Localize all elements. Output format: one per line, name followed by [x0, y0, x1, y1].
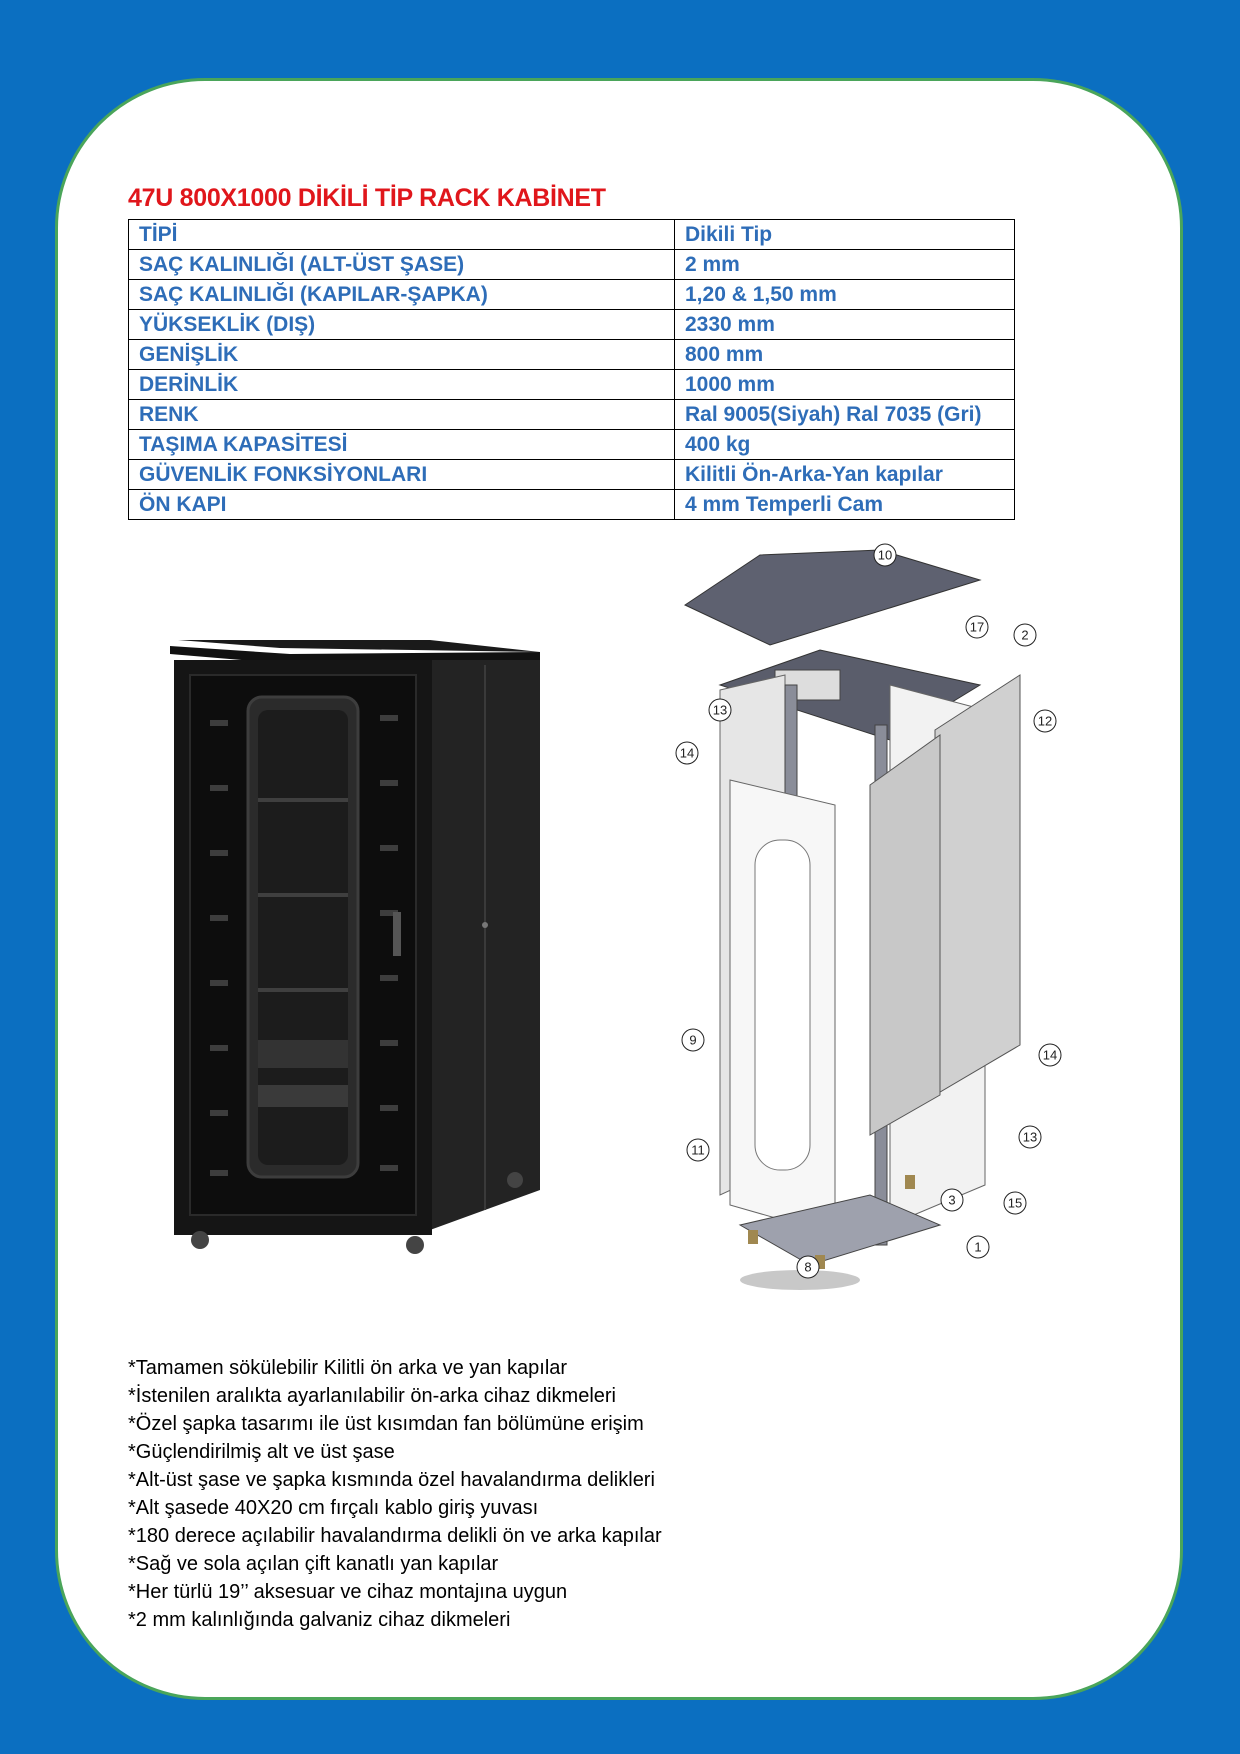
feature-list	[128, 1354, 662, 1634]
spec-label: RENK	[129, 400, 675, 430]
spec-table	[128, 219, 1015, 520]
feature-item: *Özel şapka tasarımı ile üst kısımdan fan bölümüne erişim	[128, 1413, 644, 1435]
feature-item: *Tamamen sökülebilir Kilitli ön arka ve yan kapılar	[128, 1357, 568, 1379]
spec-row	[129, 370, 1015, 400]
spec-label: SAÇ KALINLIĞI (ALT-ÜST ŞASE)	[129, 250, 675, 280]
callout-number: 14	[679, 745, 695, 761]
spec-row	[129, 340, 1015, 370]
feature-item: *Sağ ve sola açılan çift kanatlı yan kapılar	[128, 1553, 499, 1575]
spec-value: Kilitli Ön-Arka-Yan kapılar	[675, 460, 1015, 490]
spec-value: 2330 mm	[675, 310, 1015, 340]
callout-number: 12	[1037, 713, 1053, 729]
spec-value: 2 mm	[675, 250, 1015, 280]
callout-number: 13	[1022, 1129, 1038, 1145]
feature-item: *Her türlü 19’’ aksesuar ve cihaz montajına uygun	[128, 1581, 568, 1603]
callout-number: 14	[1042, 1047, 1058, 1063]
spec-value: 400 kg	[675, 430, 1015, 460]
callout-number: 10	[877, 547, 893, 563]
spec-row	[129, 280, 1015, 310]
feature-item: *Alt-üst şase ve şapka kısmında özel havalandırma delikleri	[128, 1469, 655, 1491]
spec-label: TAŞIMA KAPASİTESİ	[129, 430, 675, 460]
spec-label: DERİNLİK	[129, 370, 675, 400]
spec-row	[129, 460, 1015, 490]
spec-value: 4 mm Temperli Cam	[675, 490, 1015, 520]
spec-row	[129, 310, 1015, 340]
spec-value: Ral 9005(Siyah) Ral 7035 (Gri)	[675, 400, 1015, 430]
feature-item: *İstenilen aralıkta ayarlanılabilir ön-arka cihaz dikmeleri	[128, 1385, 616, 1407]
callout-number: 1	[974, 1239, 982, 1255]
callout-number: 9	[689, 1032, 697, 1048]
page-title: 47U 800X1000 DİKİLİ TİP RACK KABİNET	[128, 184, 606, 212]
feature-item: *Alt şasede 40X20 cm fırçalı kablo giriş yuvası	[128, 1497, 539, 1519]
callout-number: 11	[691, 1142, 705, 1158]
callout-number: 3	[948, 1192, 956, 1208]
spec-row	[129, 490, 1015, 520]
spec-label: SAÇ KALINLIĞI (KAPILAR-ŞAPKA)	[129, 280, 675, 310]
spec-label: YÜKSEKLİK (DIŞ)	[129, 310, 675, 340]
feature-item: *180 derece açılabilir havalandırma delikli ön ve arka kapılar	[128, 1525, 662, 1547]
spec-value: 1,20 & 1,50 mm	[675, 280, 1015, 310]
feature-item: *2 mm kalınlığında galvaniz cihaz dikmeleri	[128, 1609, 511, 1631]
spec-label: GENİŞLİK	[129, 340, 675, 370]
callout-number: 17	[969, 619, 985, 635]
spec-label: ÖN KAPI	[129, 490, 675, 520]
spec-row	[129, 250, 1015, 280]
spec-row	[129, 220, 1015, 250]
spec-label: TİPİ	[129, 220, 675, 250]
spec-row	[129, 400, 1015, 430]
spec-value: 800 mm	[675, 340, 1015, 370]
cabinet-photo	[160, 620, 545, 1260]
callout-number: 13	[712, 702, 728, 718]
exploded-diagram	[660, 535, 1080, 1295]
spec-value: Dikili Tip	[675, 220, 1015, 250]
spec-value: 1000 mm	[675, 370, 1015, 400]
callout-number: 8	[804, 1259, 812, 1275]
callout-number: 2	[1021, 627, 1029, 643]
feature-item: *Güçlendirilmiş alt ve üst şase	[128, 1441, 395, 1463]
spec-row	[129, 430, 1015, 460]
callout-number: 15	[1007, 1195, 1023, 1211]
spec-label: GÜVENLİK FONKSİYONLARI	[129, 460, 675, 490]
